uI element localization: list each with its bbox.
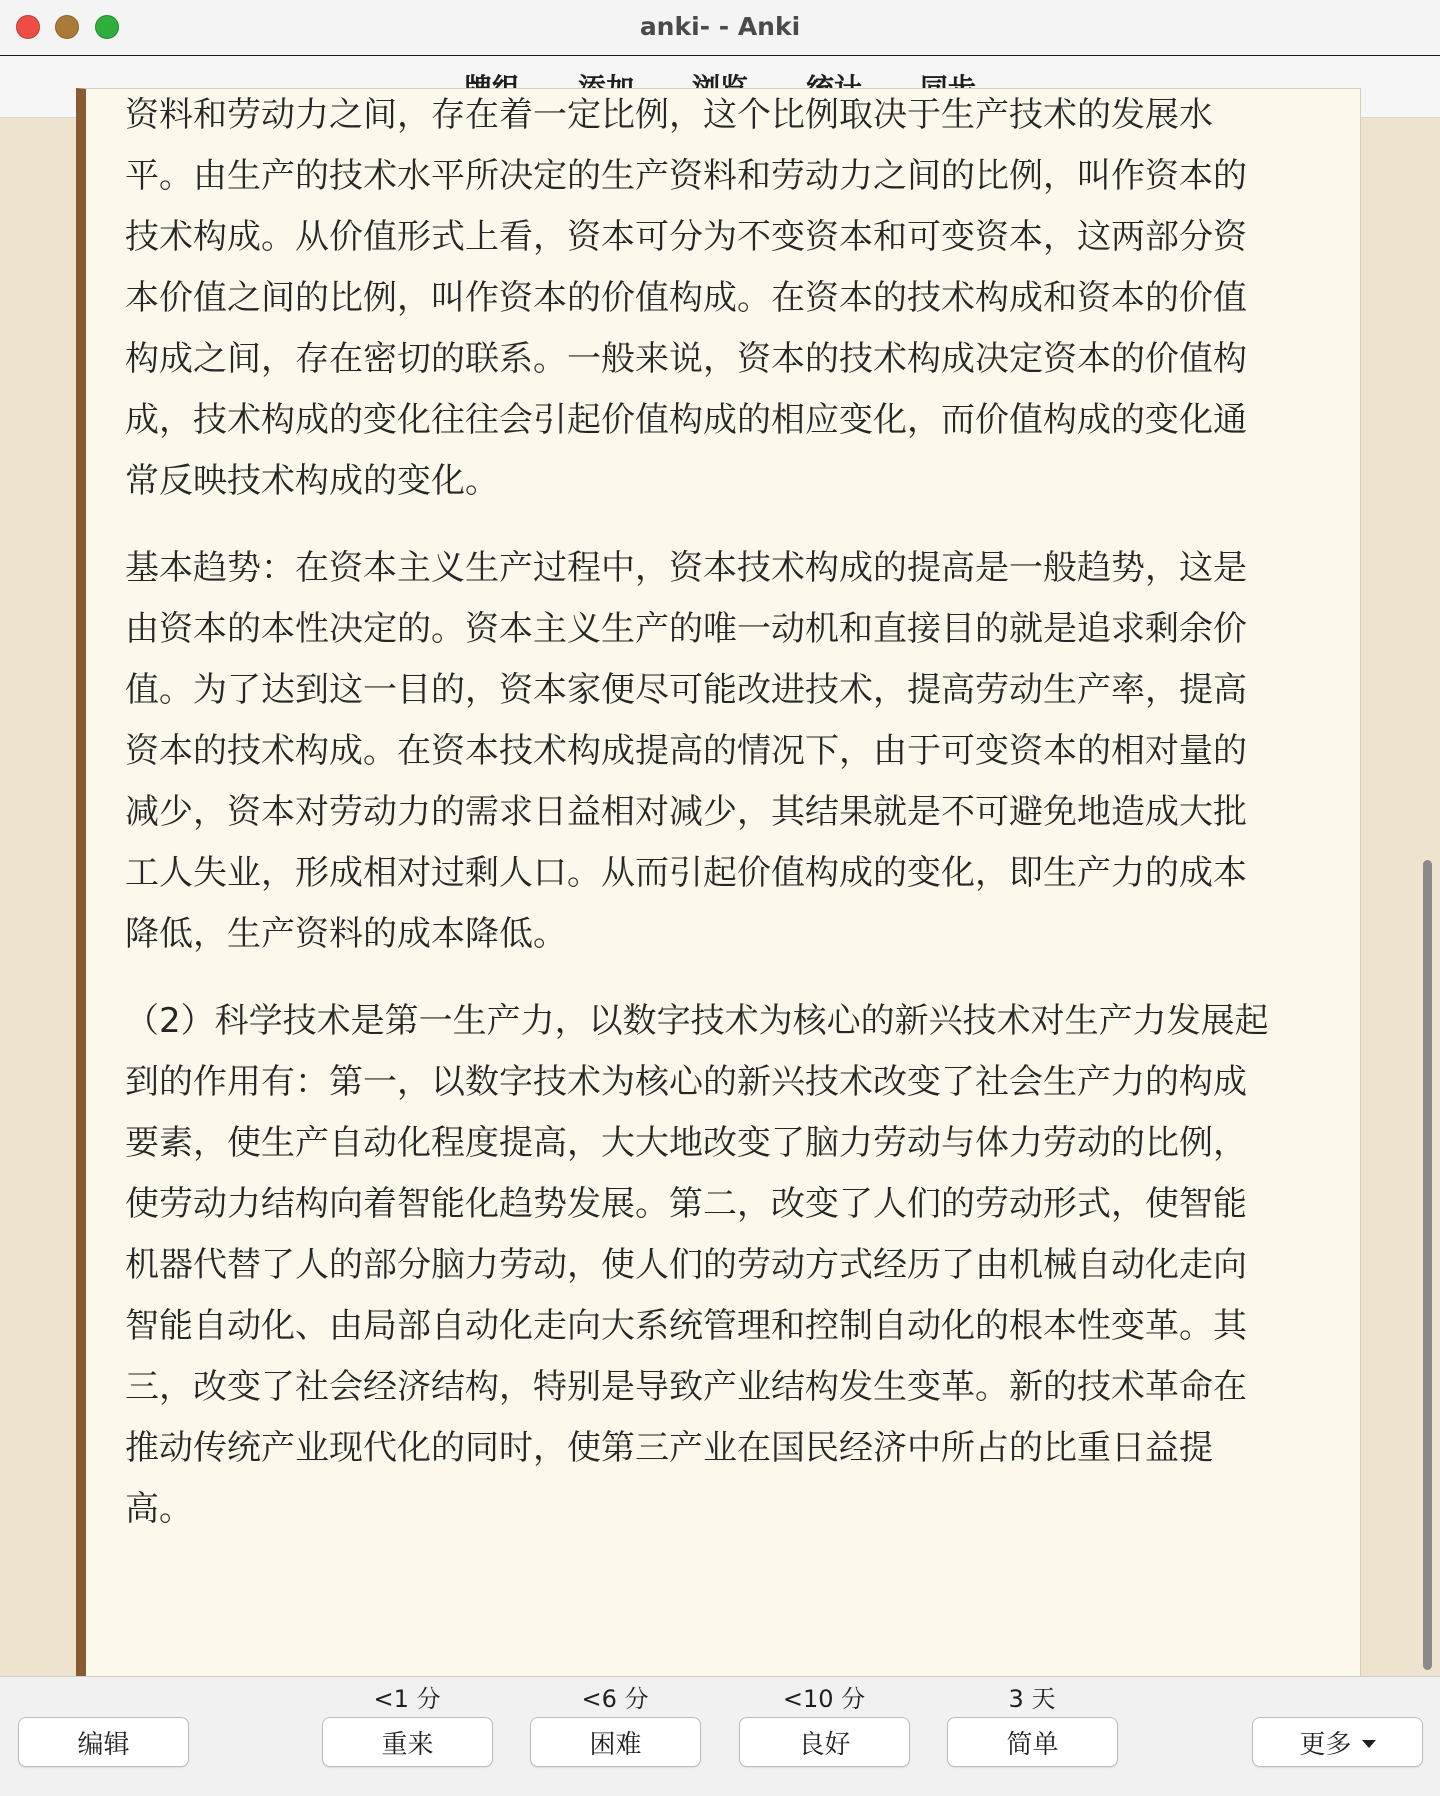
more-label: 更多	[1299, 1729, 1352, 1760]
card-text-line: 降低，生产资料的成本降低。	[125, 914, 567, 954]
card-text-line: 本价值之间的比例，叫作资本的价值构成。在资本的技术构成和资本的价值	[125, 278, 1247, 318]
scrollbar[interactable]	[1420, 118, 1434, 1676]
hard-interval: <6 分	[581, 1685, 649, 1713]
card-paragraph	[125, 991, 1385, 1540]
card-answer-text	[125, 89, 1385, 1566]
card-text-line: 由资本的本性决定的。资本主义生产的唯一动机和直接目的就是追求剩余价	[125, 609, 1247, 649]
card-text-line: 资本的技术构成。在资本技术构成提高的情况下，由于可变资本的相对量的	[125, 731, 1247, 771]
card-text-line: 值。为了达到这一目的，资本家便尽可能改进技术，提高劳动生产率，提高	[125, 670, 1247, 710]
card-paragraph	[125, 538, 1385, 965]
card-area[interactable]	[0, 95, 1440, 1676]
card-text-line: 三，改变了社会经济结构，特别是导致产业结构发生变革。新的技术革命在	[125, 1367, 1247, 1407]
easy-button[interactable]: 简单	[947, 1717, 1118, 1767]
card-text-line: 高。	[125, 1489, 193, 1529]
again-interval: <1 分	[373, 1685, 441, 1713]
easy-interval: 3 天	[1008, 1685, 1056, 1713]
card-text-line: 构成之间，存在密切的联系。一般来说，资本的技术构成决定资本的价值构	[125, 339, 1247, 379]
card-text-line: （2）科学技术是第一生产力，以数字技术为核心的新兴技术对生产力发展起	[125, 1001, 1269, 1041]
card-text-line: 平。由生产的技术水平所决定的生产资料和劳动力之间的比例，叫作资本的	[125, 156, 1247, 196]
scrollbar-thumb[interactable]	[1423, 860, 1432, 1670]
card-text-line: 资料和劳动力之间，存在着一定比例，这个比例取决于生产技术的发展水	[125, 95, 1213, 135]
card-text-line: 机器代替了人的部分脑力劳动，使人们的劳动方式经历了由机械自动化走向	[125, 1245, 1247, 1285]
window-title: anki- - Anki	[639, 12, 801, 41]
card-text-line: 要素，使生产自动化程度提高，大大地改变了脑力劳动与体力劳动的比例，	[125, 1123, 1247, 1163]
card-text-line: 推动传统产业现代化的同时，使第三产业在国民经济中所占的比重日益提	[125, 1428, 1213, 1468]
card-text-line: 智能自动化、由局部自动化走向大系统管理和控制自动化的根本性变革。其	[125, 1306, 1247, 1346]
good-button[interactable]: 良好	[739, 1717, 910, 1767]
card-text-line: 成，技术构成的变化往往会引起价值构成的相应变化，而价值构成的变化通	[125, 400, 1247, 440]
card-text-line: 工人失业，形成相对过剩人口。从而引起价值构成的变化，即生产力的成本	[125, 853, 1247, 893]
card-text-line: 到的作用有：第一，以数字技术为核心的新兴技术改变了社会生产力的构成	[125, 1062, 1247, 1102]
more-button[interactable]	[1252, 1717, 1423, 1767]
good-interval: <10 分	[782, 1685, 866, 1713]
card-paragraph	[125, 85, 1385, 512]
card-text-line: 常反映技术构成的变化。	[125, 461, 499, 501]
card-text-line: 基本趋势：在资本主义生产过程中，资本技术构成的提高是一般趋势，这是	[125, 548, 1247, 588]
answer-bar	[0, 1676, 1440, 1796]
again-button[interactable]: 重来	[322, 1717, 493, 1767]
card-text-line: 技术构成。从价值形式上看，资本可分为不变资本和可变资本，这两部分资	[125, 217, 1247, 257]
card-text-line: 减少，资本对劳动力的需求日益相对减少，其结果就是不可避免地造成大批	[125, 792, 1247, 832]
hard-button[interactable]: 困难	[530, 1717, 701, 1767]
title-bar	[0, 0, 1440, 56]
card	[76, 88, 1361, 1716]
card-text-line: 使劳动力结构向着智能化趋势发展。第二，改变了人们的劳动形式，使智能	[125, 1184, 1247, 1224]
edit-button[interactable]: 编辑	[18, 1717, 189, 1767]
caret-down-icon	[1362, 1740, 1376, 1748]
